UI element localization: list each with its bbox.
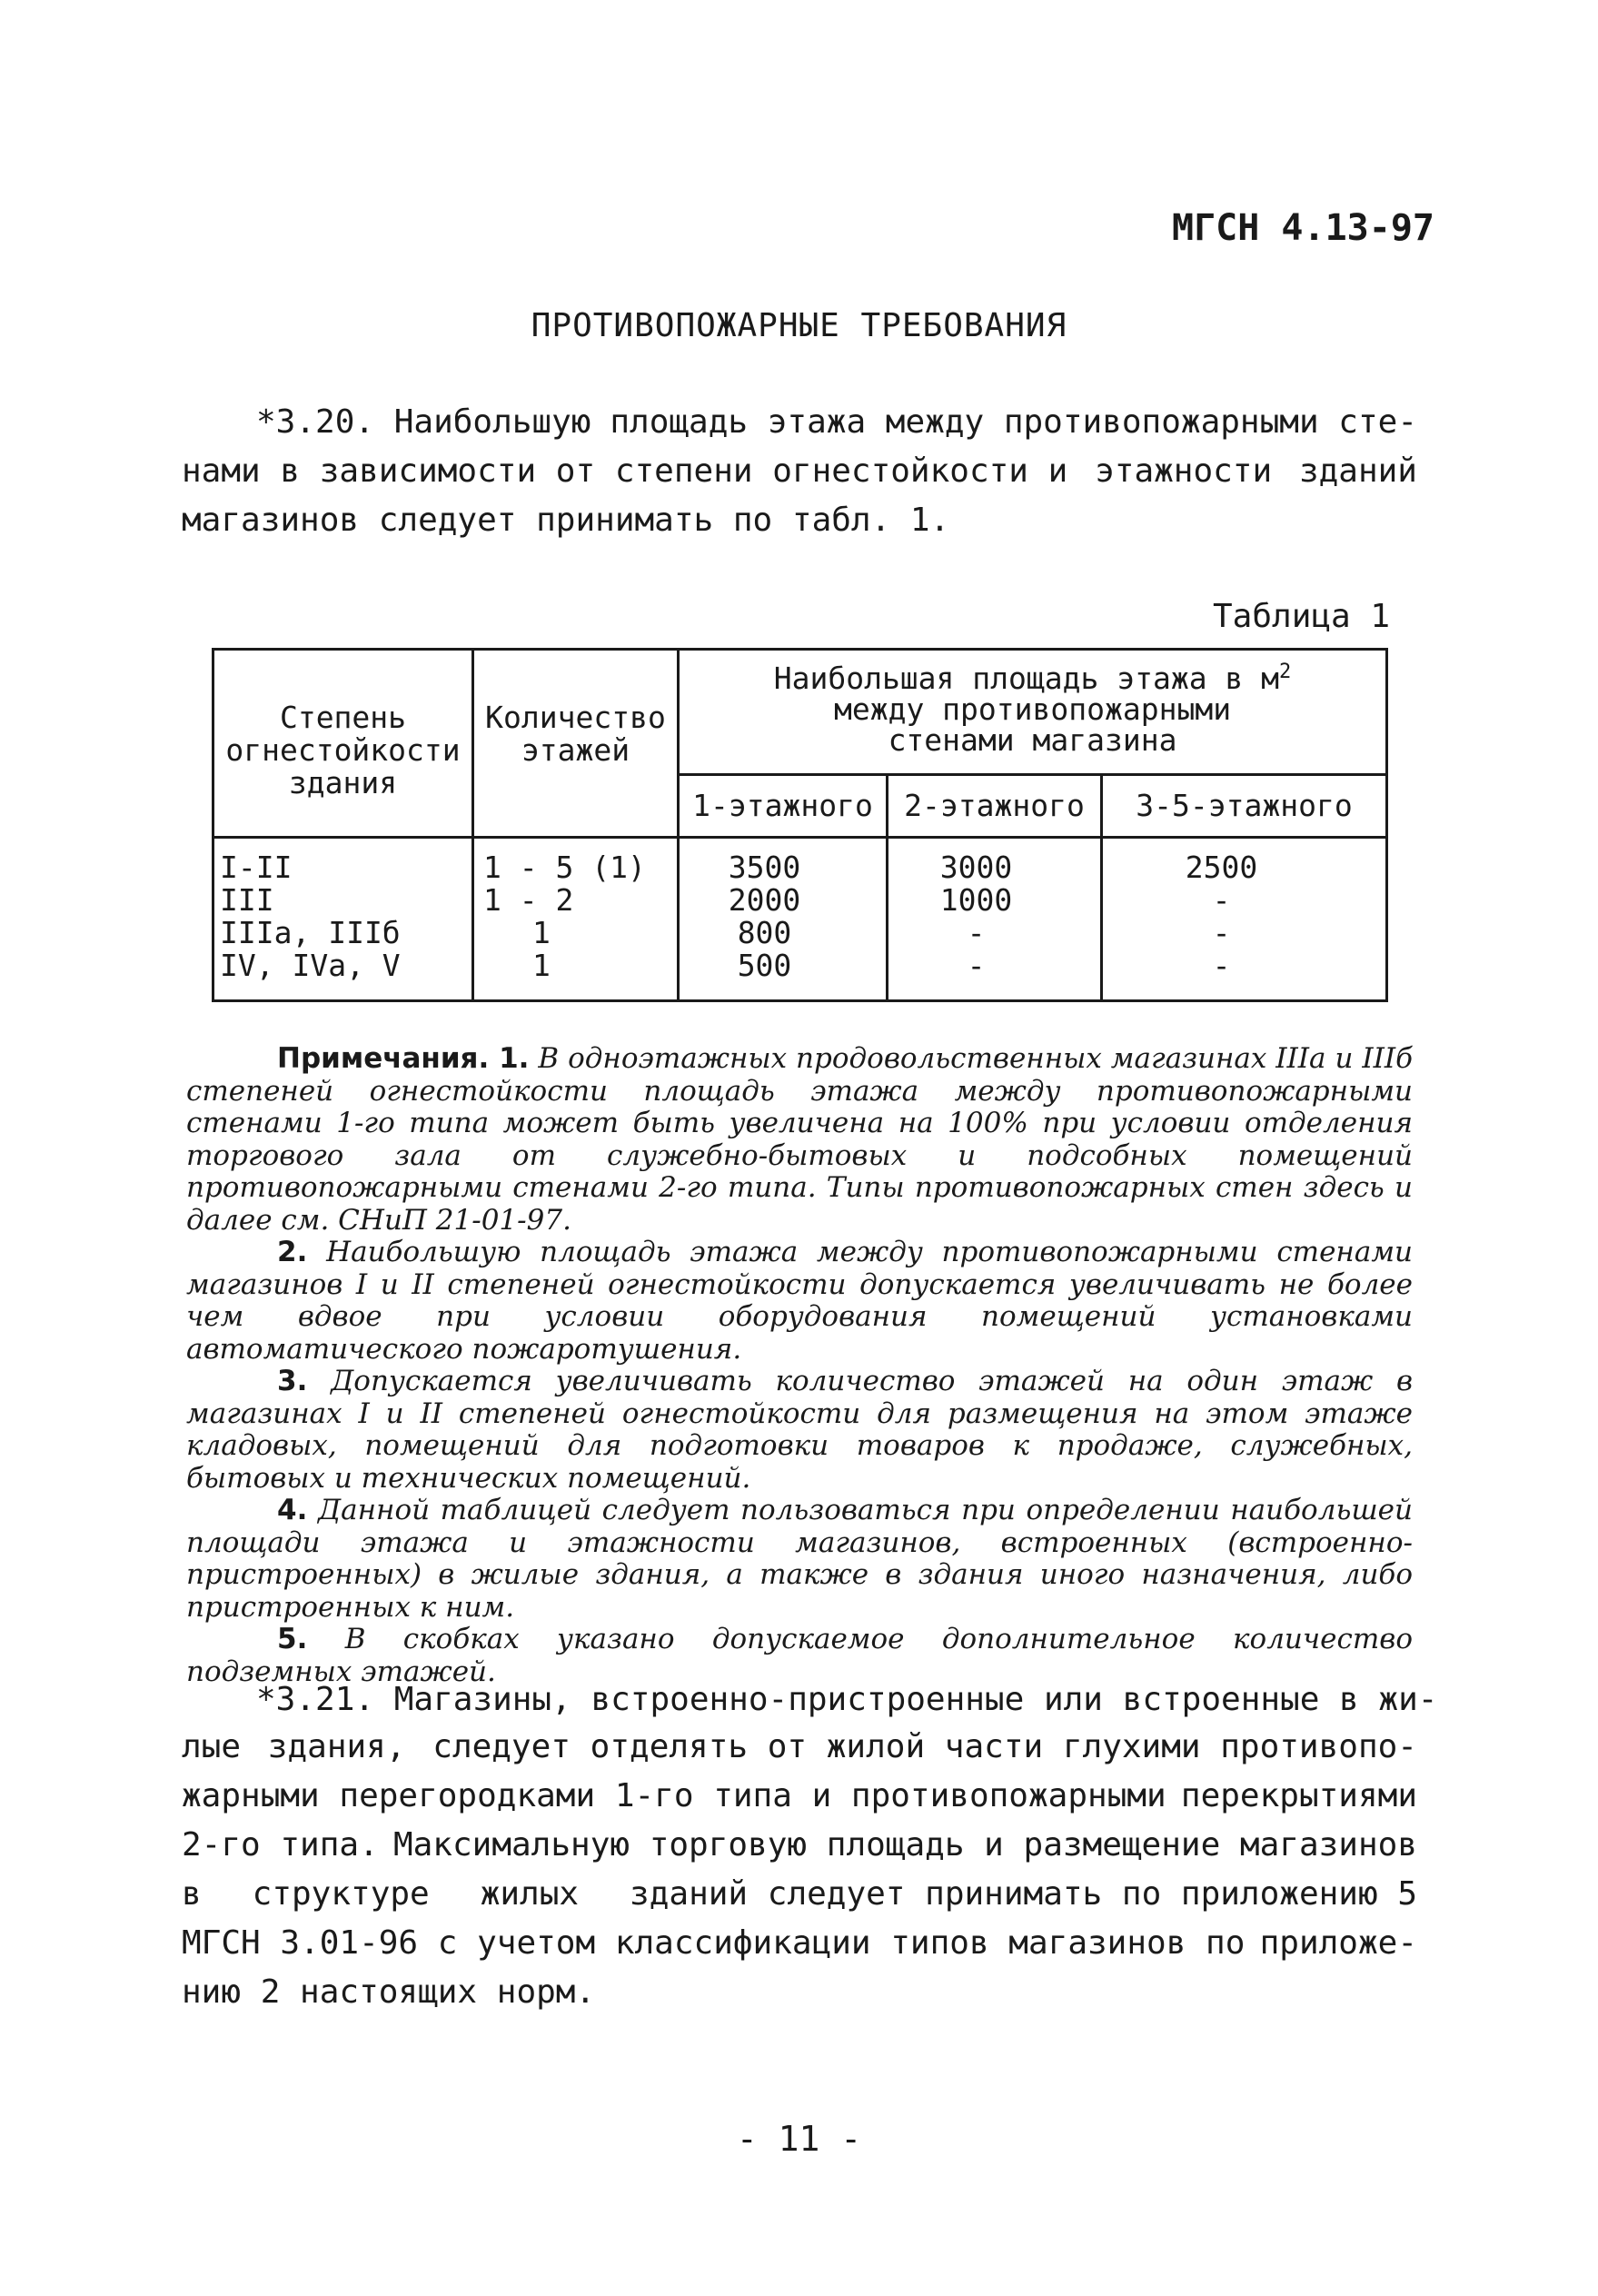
header-fire-resistance-degree: Степень огнестойкости здания — [213, 650, 473, 838]
note-3-text: Допускается увеличивать количество этажей на один этаж в магазинах I и II степеней огнестойкости для размещения на этом этаже кладовых, помещений для подготовки товаров к продаже, служебных, бытовых и технических помещений. — [186, 1365, 1413, 1495]
header-two-floor: 2-этажного — [888, 775, 1102, 838]
text-fragment: жилых — [480, 1875, 580, 1913]
section-title: ПРОТИВОПОЖАРНЫЕ ТРЕБОВАНИЯ — [531, 307, 1067, 344]
clause-3-20-line-3: магазинов следует принимать по табл. 1. — [182, 502, 950, 539]
two-floor-values: 3000 1000 - - — [888, 838, 1102, 1001]
text-fragment: здания, — [267, 1728, 406, 1765]
clause-3-21-line-7: нию 2 настоящих норм. — [182, 1973, 596, 2011]
text-fragment: нами в зависимости от степени огнестойкости и — [182, 452, 1068, 490]
text-fragment: Максимальную торговую площадь и размещение магазинов — [392, 1826, 1417, 1864]
note-1-text: В одноэтажных продовольственных магазинах IIIa и IIIб степеней огнестойкости площадь этажа между противопожарными стенами 1-го типа может быть увеличена на 100% при условии отделения торгового зала от служебно-бытовых и подсобных помещений противопожарными стенами 2-го типа. Типы противопожарных стен здесь и далее см. СНиП 21-01-97. — [186, 1042, 1413, 1237]
clause-3-21-line-4 — [182, 1821, 1417, 1870]
clause-3-21-line-3 — [182, 1772, 1417, 1821]
clause-3-21-line-6 — [182, 1919, 1417, 1968]
text-fragment: 2-го типа. — [182, 1826, 379, 1864]
document-code: МГСН 4.13-97 — [1172, 207, 1434, 249]
clause-3-20-line-1 — [182, 398, 1417, 447]
clause-3-21-line-5 — [182, 1870, 1417, 1919]
three-five-floor-values: 2500 - - - — [1102, 838, 1387, 1001]
note-2-text: Наибольшую площадь этажа между противопожарными стенами магазинов I и II степеней огнестойкости допускается увеличивать не более чем вдвое при условии оборудования помещений установками автоматического пожаротушения. — [186, 1236, 1413, 1366]
note-5-text: В скобках указано допускаемое дополнительное количество подземных этажей. — [186, 1623, 1413, 1688]
text-fragment: зданий следует принимать по приложению 5 — [630, 1875, 1417, 1913]
text-fragment: приложе- — [1259, 1924, 1417, 1962]
clause-3-20-line-2 — [182, 447, 1417, 496]
note-1 — [186, 1043, 1413, 1237]
note-3 — [186, 1366, 1413, 1495]
text-fragment: перекрытиями — [1180, 1777, 1417, 1814]
table-notes — [186, 1043, 1413, 1688]
degrees-cell: I-II III IIIa, IIIб IV, IVa, V — [213, 838, 473, 1001]
notes-label: Примечания. 1. — [277, 1042, 530, 1075]
note-3-number: 3. — [277, 1365, 308, 1397]
table-caption: Таблица 1 — [1213, 598, 1391, 635]
text-fragment: *3.21. Магазины, встроенно-пристроенные или встроенные в жи- — [256, 1681, 1438, 1718]
note-4 — [186, 1495, 1413, 1624]
text-fragment: жарными перегородками 1-го типа и противопожарными — [182, 1777, 1166, 1814]
header-floor-count: Количество этажей — [473, 650, 679, 838]
text-fragment: МГСН 3.01-96 с учетом классификации типов магазинов по — [182, 1924, 1246, 1962]
fire-area-table — [212, 648, 1388, 1002]
text-fragment: этажности — [1095, 452, 1273, 490]
text-fragment: зданий — [1298, 452, 1417, 490]
floors-cell: 1 - 5 (1) 1 - 2 1 1 — [473, 838, 679, 1001]
text-fragment: *3.20. Наибольшую — [256, 403, 591, 441]
note-4-number: 4. — [277, 1494, 308, 1526]
one-floor-values: 3500 2000 800 500 — [679, 838, 888, 1001]
header-one-floor: 1-этажного — [679, 775, 888, 838]
text-fragment: структуре — [252, 1875, 430, 1913]
clause-3-21-line-1 — [182, 1675, 1438, 1724]
text-fragment: площадь этажа между противопожарными сте- — [610, 403, 1417, 441]
header-max-floor-area: Наибольшая площадь этажа в $м^2$ между противопожарными стенами магазина — [679, 650, 1387, 775]
text-fragment: в — [182, 1875, 202, 1913]
text-fragment: лые — [182, 1728, 242, 1765]
note-2 — [186, 1237, 1413, 1366]
note-5-number: 5. — [277, 1623, 308, 1655]
header-three-five-floor: 3-5-этажного — [1102, 775, 1387, 838]
note-2-number: 2. — [277, 1236, 308, 1268]
clause-3-21-line-2 — [182, 1723, 1417, 1772]
text-fragment: следует отделять от жилой части глухими противопо- — [432, 1728, 1417, 1765]
note-4-text: Данной таблицей следует пользоваться при определении наибольшей площади этажа и этажности магазинов, встроенных (встроенно-пристроенных) в жилые здания, а также в здания иного назначения, либо пристроенных к ним. — [186, 1494, 1413, 1624]
page-number: - 11 - — [736, 2119, 862, 2159]
